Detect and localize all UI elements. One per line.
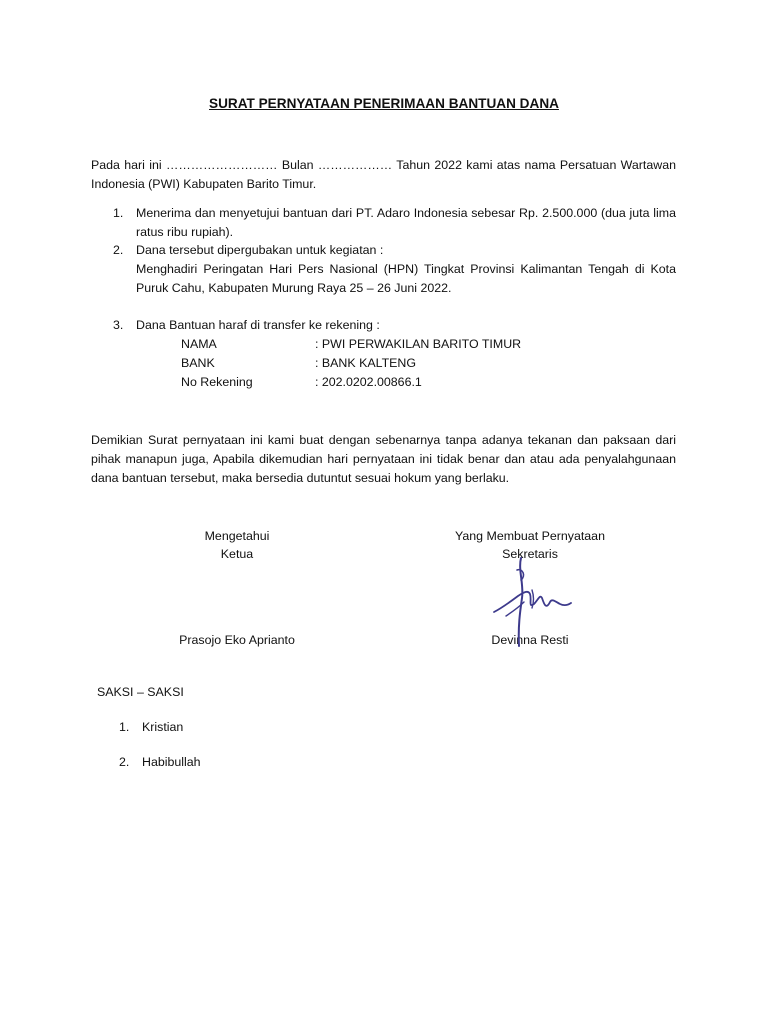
account-value-rekening: : 202.0202.00866.1 — [315, 375, 422, 389]
account-value-nama: : PWI PERWAKILAN BARITO TIMUR — [315, 337, 522, 351]
left-signature-heading: Mengetahui — [204, 529, 270, 543]
item-number-3: 3. — [113, 318, 124, 332]
witness-name-2: Habibullah — [142, 755, 201, 769]
witness-name-1: Kristian — [142, 720, 184, 734]
intro-paragraph: Pada hari ini ……………………… Bulan ……………… Tahun 2022 kami atas nama Persatuan Wartawan Indonesia (PWI) Kabupaten Barito Timur. — [91, 158, 676, 191]
left-signature-name: Prasojo Eko Aprianto — [179, 633, 295, 647]
document-title: SURAT PERNYATAAN PENERIMAAN BANTUAN DANA — [209, 96, 559, 111]
item-number-1: 1. — [113, 206, 124, 220]
left-signature-role: Ketua — [220, 547, 254, 561]
item-text-3: Dana Bantuan haraf di transfer ke rekening : — [136, 318, 380, 332]
closing-paragraph: Demikian Surat pernyataan ini kami buat dengan sebenarnya tanpa adanya tekanan dan paksaan dari pihak manapun juga, Apabila dikemudian hari pernyataan ini tidak benar dan atau ada penyalahgunaan dana bantuan tersebut, maka bersedia dutuntut sesuai hokum yang berlaku. — [91, 433, 676, 485]
item-subtext-2: Menghadiri Peringatan Hari Pers Nasional (HPN) Tingkat Provinsi Kalimantan Tengah di Kota Puruk Cahu, Kabupaten Murung Raya 25 – 26 Juni 2022. — [136, 262, 676, 295]
item-number-2: 2. — [113, 243, 124, 257]
item-text-2: Dana tersebut dipergubakan untuk kegiatan : — [136, 243, 384, 257]
account-label-rekening: No Rekening — [181, 375, 253, 389]
witnesses-heading: SAKSI – SAKSI — [97, 685, 184, 699]
item-text-1: Menerima dan menyetujui bantuan dari PT. Adaro Indonesia sebesar Rp. 2.500.000 (dua juta lima ratus ribu rupiah). — [136, 206, 676, 239]
account-label-nama: NAMA — [181, 337, 217, 351]
right-signature-role: Sekretaris — [502, 547, 558, 561]
handwritten-signature — [488, 550, 578, 655]
witness-number-2: 2. — [119, 755, 130, 769]
account-value-bank: : BANK KALTENG — [315, 356, 416, 370]
account-label-bank: BANK — [181, 356, 215, 370]
witness-number-1: 1. — [119, 720, 130, 734]
right-signature-heading: Yang Membuat Pernyataan — [455, 529, 605, 543]
right-signature-name: Devinna Resti — [491, 633, 569, 647]
